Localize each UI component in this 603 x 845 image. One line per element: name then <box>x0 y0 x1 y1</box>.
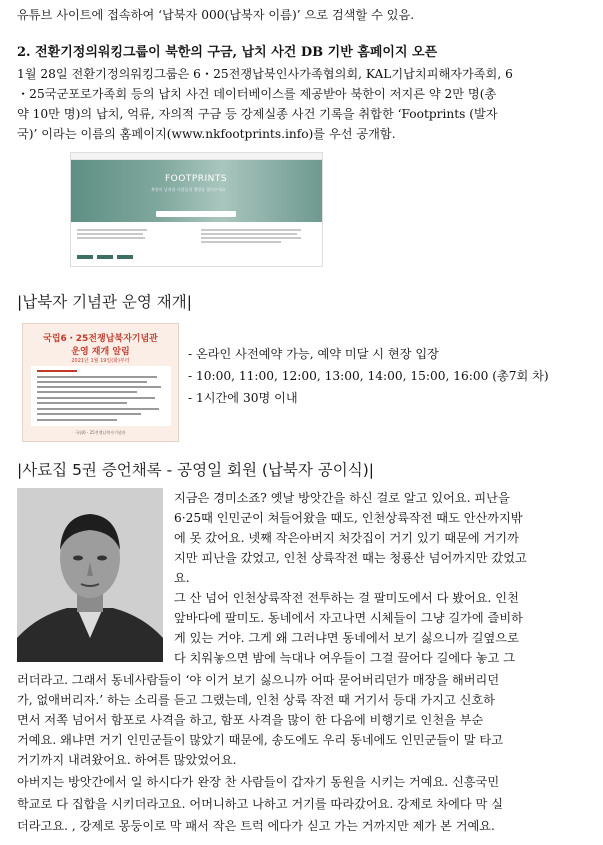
site-text-line <box>77 229 147 231</box>
item2-line-3: 약 10만 명)의 납치, 억류, 자의적 구금 등 강제실종 사건 기록을 취합한 ‘Footprints (발자 <box>17 107 498 121</box>
testimony-full-line-8: 더라고요. , 강제로 몽둥이로 막 패서 작은 트럭 에다가 싣고 가는 거까지만 제가 본 거예요. <box>17 819 495 833</box>
site-text-line <box>201 241 281 243</box>
testimony-line-8: 게 있는 거야. 그게 왜 그러냐면 동네에서 보기 싫으니까 길옆으로 <box>174 631 519 645</box>
footprints-website-screenshot <box>70 152 323 267</box>
section-title-testimony: |사료집 5권 증언채록 - 공영일 회원 (납북자 공이식)| <box>17 461 374 479</box>
testimony-full-line-7: 학교로 다 집합을 시키더라고요. 어머니하고 나하고 거기를 따라갔어요. 강제로 차에다 막 실 <box>17 797 503 811</box>
testimony-full-line-4: 거예요. 왜냐면 거기 인민군들이 많았기 때문에, 송도에도 우리 동네에도 인민군들이 말 타고 <box>17 733 503 747</box>
site-browser-bar <box>71 153 322 160</box>
poster-line <box>37 381 147 383</box>
poster-line <box>37 391 137 393</box>
poster-line <box>37 370 77 372</box>
site-button <box>77 255 93 259</box>
testimony-line-6: 그 산 넘어 인천상륙작전 전투하는 걸 팔미도에서 다 봤어요. 인천 <box>174 591 519 605</box>
poster-footer: 국립6・25전쟁납북자기념관 <box>75 430 126 435</box>
poster-line <box>37 419 117 421</box>
testimony-line-9: 다 치워놓으면 밤에 늑대나 여우들이 그걸 끌어다 길에다 놓고 그 <box>174 651 515 665</box>
poster-line <box>37 413 141 415</box>
item2-line-2: ・25국군포로가족회 등의 납치 사건 데이터베이스를 제공받아 북한이 저지른 약 2만 명(총 <box>17 87 497 101</box>
site-text-line <box>201 237 301 239</box>
memorial-bullet-3: - 1시간에 30명 이내 <box>188 391 298 405</box>
site-button <box>117 255 133 259</box>
site-text-line <box>201 229 301 231</box>
poster-date: 2021년 1월 19일(화)부터 <box>71 358 130 364</box>
site-search-box <box>156 211 236 217</box>
poster-line <box>37 397 155 399</box>
testimony-full-line-2: 가, 없애버리자.’ 하는 소리를 듣고 그랬는데, 인천 상륙 작전 때 거기서 등대 가지고 신호하 <box>17 693 495 707</box>
item2-heading: 2. 전환기정의워킹그룹이 북한의 구금, 납치 사건 DB 기반 홈페이지 오픈 <box>17 45 438 60</box>
poster-title-2: 운영 재개 알림 <box>71 347 130 357</box>
memorial-bullet-1: - 온라인 사전예약 가능, 예약 미달 시 현장 입장 <box>188 347 439 361</box>
memorial-bullet-2: - 10:00, 11:00, 12:00, 13:00, 14:00, 15:00, 16:00 (총7회 차) <box>188 369 549 383</box>
testimony-full-line-5: 거기까지 내려왔어요. 하여튼 많았었어요. <box>17 753 237 767</box>
testimony-line-1: 지금은 경미소죠? 옛날 방앗간을 하신 걸로 알고 있어요. 피난을 <box>174 491 510 505</box>
item2-line-4: 국)’ 이라는 이름의 홈페이지(www.nkfootprints.info)를 우선 공개함. <box>17 127 396 141</box>
site-button <box>97 255 113 259</box>
poster-line <box>37 408 159 410</box>
poster-body <box>31 366 171 426</box>
testimony-line-7: 앞바다에 팔미도. 동네에서 자고나면 시체들이 그냥 길가에 즐비하 <box>174 611 523 625</box>
poster-line <box>37 386 161 388</box>
poster-title-1: 국립6・25전쟁납북자기념관 <box>43 334 158 344</box>
site-text-line <box>201 233 297 235</box>
testimony-line-3: 에 못 갔어요. 넷째 작은아버지 처갓집이 거기 있기 때문에 거기까 <box>174 531 519 545</box>
site-text-line <box>77 237 145 239</box>
poster-line <box>37 402 127 404</box>
section-title-memorial: |납북자 기념관 운영 재개| <box>17 293 192 311</box>
testimony-full-line-1: 러더라고. 그래서 동네사람들이 ‘야 이거 보기 싫으니까 어따 묻어버리던가 매장을 해버리던 <box>17 673 500 687</box>
testimony-full-line-3: 면서 저쪽 넘어서 함포로 사격을 하고, 함포 사격을 많이 한 다음에 비행기로 인천을 부순 <box>17 713 484 727</box>
portrait-photo <box>17 488 163 662</box>
testimony-line-2: 6·25때 인민군이 쳐들어왔을 때도, 인천상륙작전 때도 안산까지밖 <box>174 511 523 525</box>
memorial-reopening-poster <box>22 323 179 442</box>
intro-text: 유튜브 사이트에 접속하여 ‘납북자 000(납북자 이름)’ 으로 검색할 수 있음. <box>17 8 415 22</box>
site-subtitle: 북한이 납치한 사람들의 행방을 찾아주세요 <box>151 187 226 192</box>
item2-line-1: 1월 28일 전환기정의워킹그룹은 6・25전쟁납북인사가족협의회, KAL기납치피해자가족회, 6 <box>17 67 513 81</box>
testimony-line-4: 지만 피난을 갔었고, 인천 상륙작전 때는 청룡산 넘어까지만 갔었고 <box>174 551 527 565</box>
poster-line <box>37 376 157 378</box>
testimony-full-line-6: 아버지는 방앗간에서 일 하시다가 완장 찬 사람들이 갑자기 동원을 시키는 거예요. 신흥국민 <box>17 775 500 789</box>
site-hero-banner <box>71 160 322 222</box>
site-title: FOOTPRINTS <box>165 174 228 184</box>
testimony-line-5: 요. <box>174 571 190 585</box>
portrait-image <box>17 488 163 662</box>
site-text-line <box>77 233 143 235</box>
